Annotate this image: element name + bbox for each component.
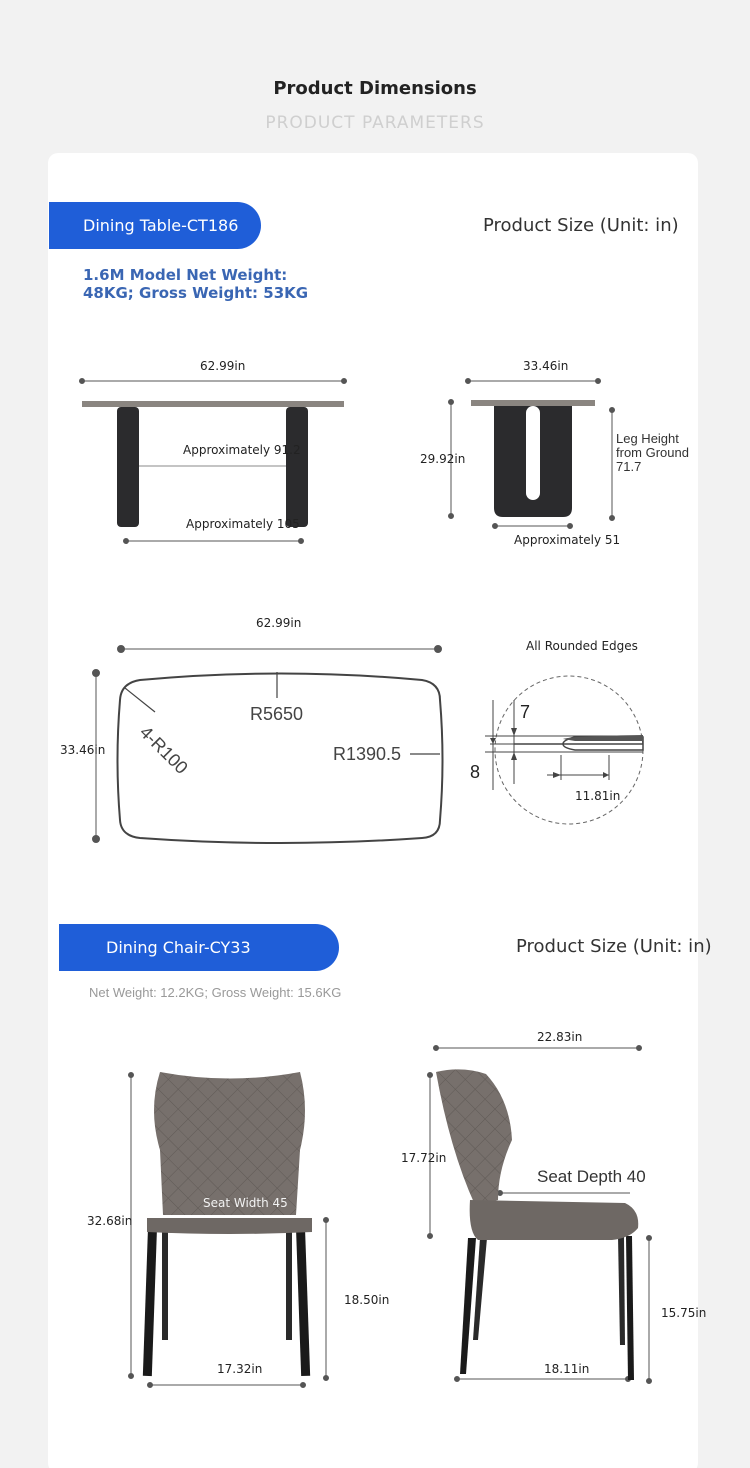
- edge-dim-b: 8: [470, 762, 481, 782]
- table-model-label: Dining Table-CT186: [83, 216, 239, 235]
- edge-dim-c: 11.81in: [575, 789, 621, 803]
- chair-weight-text: Net Weight: 12.2KG; Gross Weight: 15.6KG: [89, 985, 342, 1000]
- chair-size-unit-label: Product Size (Unit: in): [516, 936, 712, 957]
- table-side-base-depth: Approximately 51: [514, 533, 621, 547]
- edge-detail-title: All Rounded Edges: [526, 639, 638, 653]
- page-title: Product Dimensions: [273, 78, 477, 99]
- table-short-edge-radius: R1390.5: [333, 744, 402, 764]
- chair-front-height: 32.68in: [87, 1214, 133, 1228]
- chair-front-base-width: 17.32in: [217, 1362, 263, 1376]
- chair-back-height: 17.72in: [401, 1151, 447, 1165]
- table-side-top-depth: 33.46in: [523, 359, 569, 373]
- table-top-depth: 33.46in: [60, 743, 106, 757]
- chair-model-label: Dining Chair-CY33: [106, 938, 251, 957]
- table-size-unit-label: Product Size (Unit: in): [483, 215, 679, 236]
- table-corner-radius: 4-R100: [135, 722, 192, 778]
- page-subtitle: PRODUCT PARAMETERS: [265, 113, 485, 133]
- table-side-height: 29.92in: [420, 452, 466, 466]
- chair-side-base-depth: 18.11in: [544, 1362, 590, 1376]
- chair-side-seat-height: 15.75in: [661, 1306, 707, 1320]
- table-weight-text: 1.6M Model Net Weight: 48KG; Gross Weight: 53KG: [83, 266, 309, 302]
- table-front-top-width: 62.99in: [200, 359, 246, 373]
- table-long-edge-radius: R5650: [250, 704, 304, 724]
- chair-side-view: [436, 1069, 638, 1380]
- chair-front-seat-height: 18.50in: [344, 1293, 390, 1307]
- chair-seat-width: Seat Width 45: [203, 1196, 288, 1210]
- table-top-width: 62.99in: [256, 616, 302, 630]
- chair-side-depth: 22.83in: [537, 1030, 583, 1044]
- edge-dim-a: 7: [520, 702, 531, 722]
- chair-seat-depth: Seat Depth 40: [537, 1167, 646, 1186]
- table-front-inner-width: Approximately 91.2: [183, 443, 301, 457]
- table-leg-height: Leg Height from Ground 71.7: [616, 431, 689, 474]
- table-front-base-width: Approximately 105: [186, 517, 300, 531]
- chair-front-view: [143, 1072, 312, 1376]
